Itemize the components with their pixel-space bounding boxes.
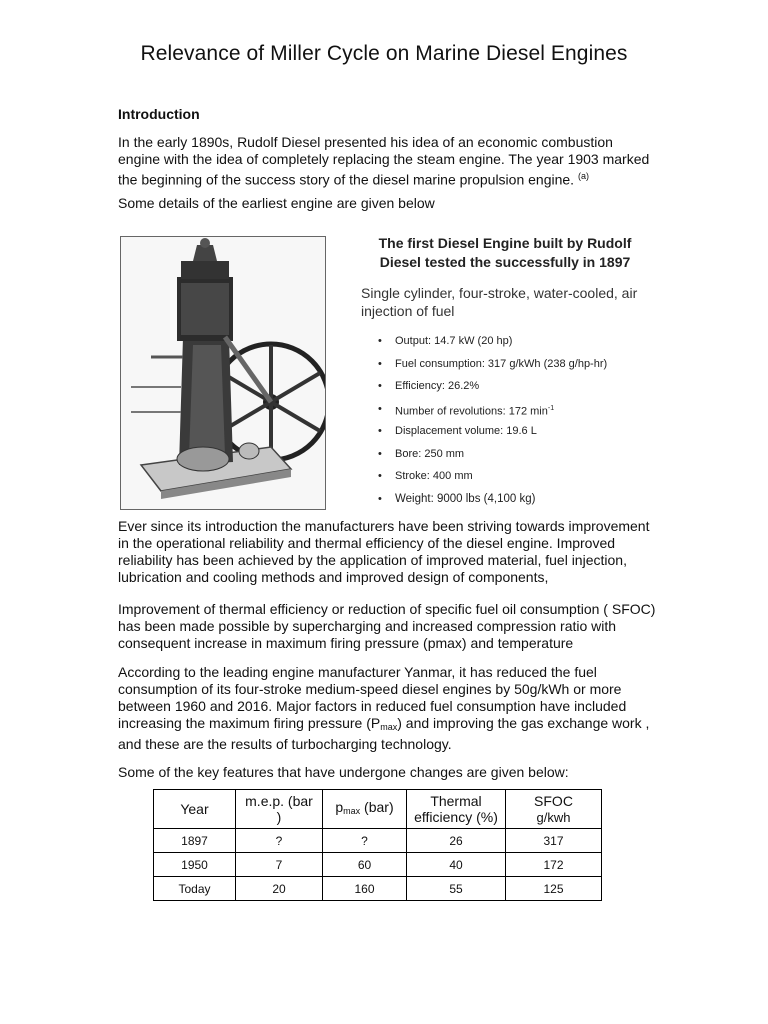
section-heading-introduction: Introduction xyxy=(118,106,200,122)
engine-card-title: The first Diesel Engine built by Rudolf Diesel tested the successfully in 1897 xyxy=(378,235,632,270)
engine-illustration xyxy=(121,237,325,509)
header-pmax xyxy=(323,790,407,829)
cell-year: 1897 xyxy=(154,829,236,853)
cell-year: 1950 xyxy=(154,853,236,877)
yanmar-text-a: According to the leading engine manufacturer Yanmar, it has reduced the fuel consumption of its four-stroke medium-speed diesel engines by 50g/kWh or more between 1960 and 2016. Major factors in reduced fuel consumption have included increasing the maximum firing pressure (P xyxy=(118,664,627,731)
engine-comparison-table xyxy=(153,789,602,901)
header-year: Year xyxy=(154,790,236,829)
header-sfoc xyxy=(506,790,602,829)
yanmar-text-b: ) and improving the gas exchange work , and these are the results of turbocharging technology. xyxy=(118,715,650,752)
engine-spec-list xyxy=(378,334,607,514)
spec-item: • Efficiency: 26.2% xyxy=(378,379,607,402)
spec-exponent: -1 xyxy=(547,404,555,412)
spec-item: • Stroke: 400 mm xyxy=(378,469,607,492)
efficiency-paragraph: Improvement of thermal efficiency or reduction of specific fuel oil consumption ( SFOC) has been made possible by supercharging and increased compression ratio with consequent increase in maximum firing pressure (pmax) and temperature xyxy=(118,601,656,651)
table-row xyxy=(154,853,602,877)
spec-item xyxy=(378,402,607,425)
spec-item: • Output: 14.7 kW (20 hp) xyxy=(378,334,607,357)
header-sfoc-line1: SFOC xyxy=(534,792,573,809)
intro-paragraph-text: In the early 1890s, Rudolf Diesel presented his idea of an economic combustion engine with the idea of completely replacing the steam engine. The year 1903 marked the beginning of the success story of the diesel marine propulsion engine. xyxy=(118,134,650,188)
cell-sfoc: 125 xyxy=(506,877,602,901)
header-pmax-p: p xyxy=(335,799,344,815)
table-row xyxy=(154,877,602,901)
header-pmax-sub: max xyxy=(343,806,361,816)
header-thermal xyxy=(407,790,506,829)
table-header-row xyxy=(154,790,602,829)
header-mep-line2: ) xyxy=(276,809,282,825)
cell-thermal: 40 xyxy=(407,853,506,877)
spec-item: • Bore: 250 mm xyxy=(378,447,607,470)
intro-paragraph-2: Some details of the earliest engine are given below xyxy=(118,195,435,211)
pmax-subscript: max xyxy=(380,722,398,732)
cell-sfoc: 172 xyxy=(506,853,602,877)
reliability-paragraph: Ever since its introduction the manufacturers have been striving towards improvement in the operational reliability and thermal efficiency of the diesel engine. Improved reliability has been achieved by the application of improved material, fuel injection, lubrication and cooling methods and improved design of components, xyxy=(118,518,650,585)
header-mep xyxy=(236,790,323,829)
cell-year: Today xyxy=(154,877,236,901)
cell-mep: 20 xyxy=(236,877,323,901)
spec-item: • Fuel consumption: 317 g/kWh (238 g/hp-hr) xyxy=(378,357,607,380)
cell-mep: ? xyxy=(236,829,323,853)
engine-card-subtitle: Single cylinder, four-stroke, water-cooled, air injection of fuel xyxy=(361,285,638,319)
footnote-marker: (a) xyxy=(577,171,589,181)
yanmar-paragraph xyxy=(118,664,658,753)
page-title: Relevance of Miller Cycle on Marine Diesel Engines xyxy=(140,42,628,65)
intro-paragraph xyxy=(118,134,658,189)
cell-thermal: 55 xyxy=(407,877,506,901)
engine-photo xyxy=(120,236,326,510)
cell-pmax: ? xyxy=(323,829,407,853)
spec-item: • Displacement volume: 19.6 L xyxy=(378,424,607,447)
table-row xyxy=(154,829,602,853)
cell-pmax: 160 xyxy=(323,877,407,901)
cell-mep: 7 xyxy=(236,853,323,877)
cell-thermal: 26 xyxy=(407,829,506,853)
header-thermal-line1: Thermal xyxy=(430,793,482,809)
cell-sfoc: 317 xyxy=(506,829,602,853)
header-mep-line1: m.e.p. (bar xyxy=(245,793,313,809)
spec-item: • Weight: 9000 lbs (4,100 kg) xyxy=(378,492,607,515)
header-sfoc-line2: g/kwh xyxy=(536,809,571,825)
header-thermal-line2: efficiency (%) xyxy=(414,809,498,825)
spec-item-text: Number of revolutions: 172 min xyxy=(395,405,548,418)
cell-pmax: 60 xyxy=(323,853,407,877)
header-pmax-unit: (bar) xyxy=(360,799,394,815)
table-intro-paragraph: Some of the key features that have undergone changes are given below: xyxy=(118,764,569,780)
